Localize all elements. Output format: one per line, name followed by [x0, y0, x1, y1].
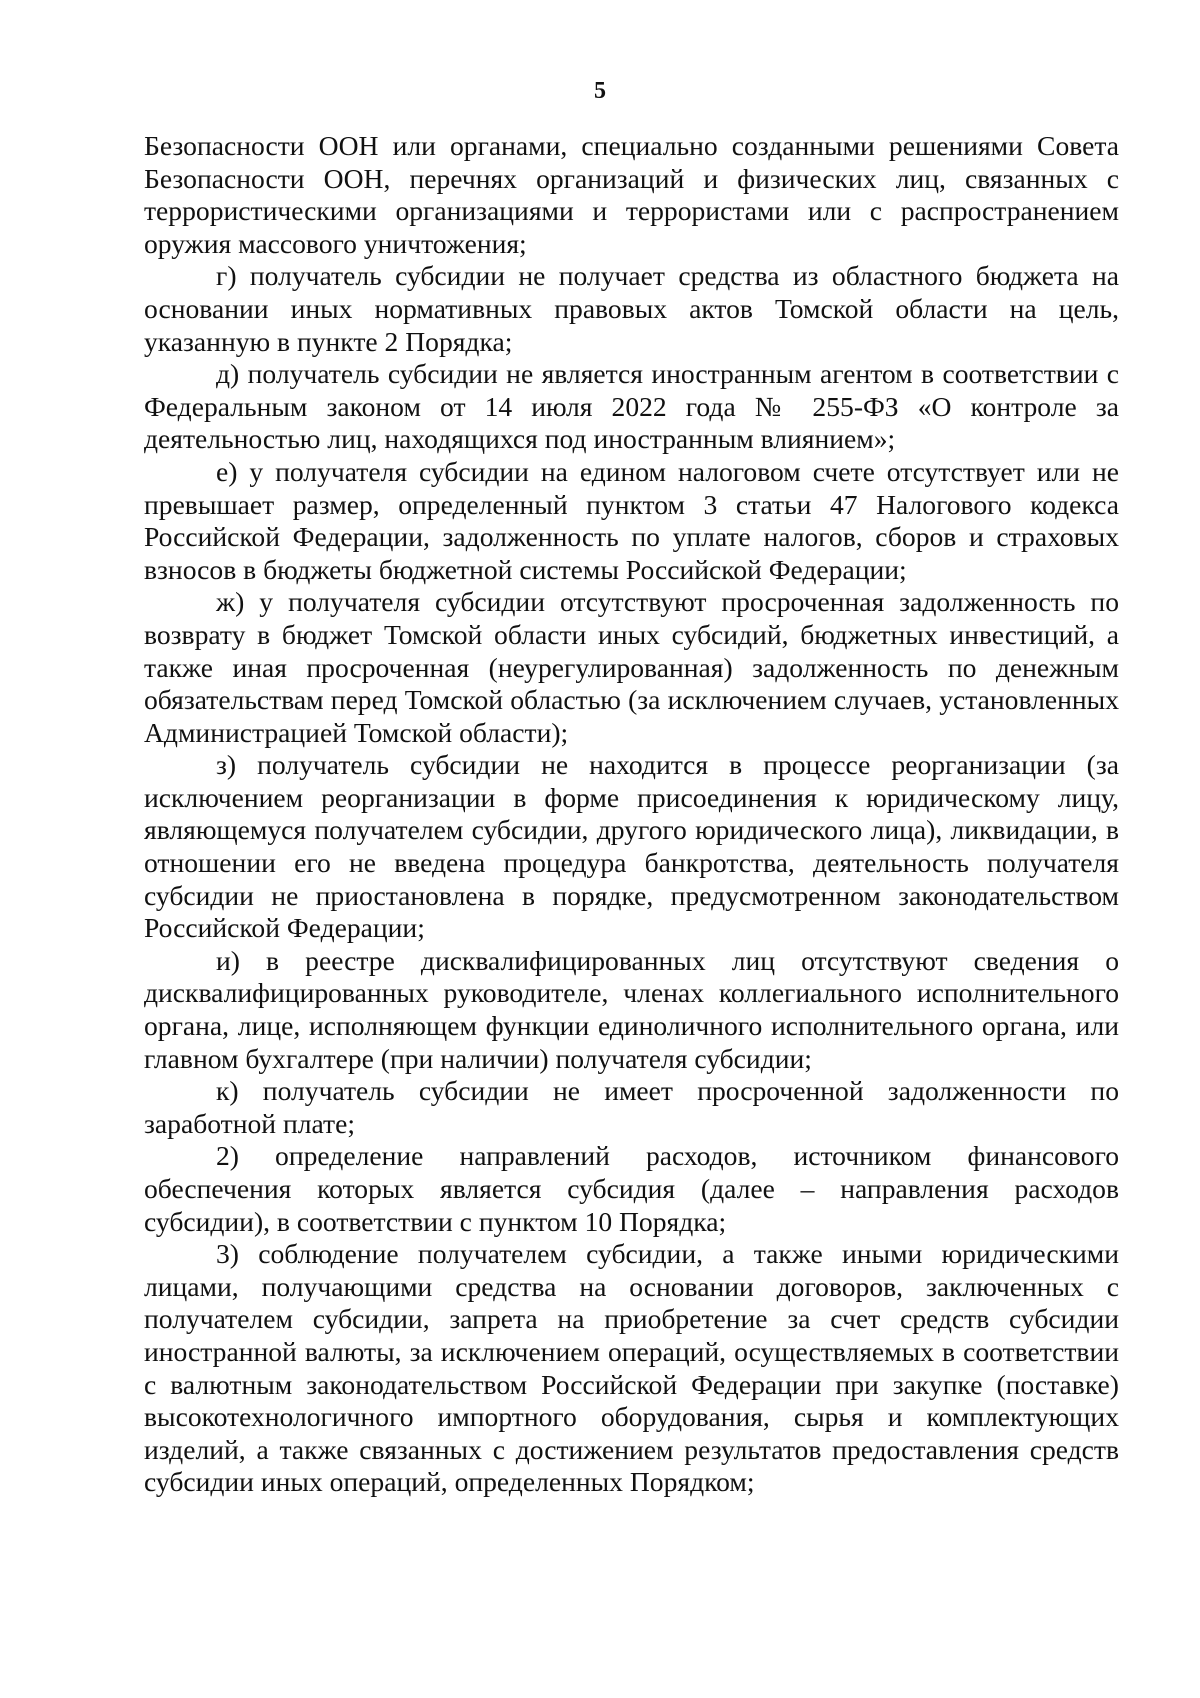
document-body [144, 130, 1119, 1499]
paragraph-item-d: д) получатель субсидии не является иностранным агентом в соответствии с Федеральным законом от 14 июля 2022 года № 255-ФЗ «О контроле за деятельностью лиц, находящихся под иностранным влиянием»; [144, 358, 1119, 455]
paragraph-item-e: е) у получателя субсидии на едином налоговом счете отсутствует или не превышает размер, определенный пунктом 3 статьи 47 Налогового кодекса Российской Федерации, задолженность по уплате налогов, сборов и страховых взносов в бюджеты бюджетной системы Российской Федерации; [144, 455, 1119, 585]
paragraph-continuation: Безопасности ООН или органами, специально созданными решениями Совета Безопасности ООН, перечнях организаций и физических лиц, связанных с террористическими организациями и террористами или с распространением оружия массового уничтожения; [144, 130, 1119, 259]
paragraph-item-zh: ж) у получателя субсидии отсутствуют просроченная задолженность по возврату в бюджет Томской области иных субсидий, бюджетных инвестиций, а также иная просроченная (неурегулированная) задолженность по денежным обязательствам перед Томской областью (за исключением случаев, установленных Администрацией Томской области); [144, 586, 1119, 748]
paragraph-point-3: 3) соблюдение получателем субсидии, а также иными юридическими лицами, получающими средства на основании договоров, заключенных с получателем субсидии, запрета на приобретение за счет средств субсидии иностранной валюты, за исключением операций, осуществляемых в соответствии с валютным законодательством Российской Федерации при закупке (поставке) высокотехнологичного импортного оборудования, сырья и комплектующих изделий, а также связанных с достижением результатов предоставления средств субсидии иных операций, определенных Порядком; [144, 1238, 1119, 1498]
paragraph-item-g: г) получатель субсидии не получает средства из областного бюджета на основании иных нормативных правовых актов Томской области на цель, указанную в пункте 2 Порядка; [144, 260, 1119, 357]
paragraph-item-z: з) получатель субсидии не находится в процессе реорганизации (за исключением реорганизации в форме присоединения к юридическому лицу, являющемуся получателем субсидии, другого юридического лица), ликвидации, в отношении его не введена процедура банкротства, деятельность получателя субсидии не приостановлена в порядке, предусмотренном законодательством Российской Федерации; [144, 749, 1119, 944]
paragraph-item-k: к) получатель субсидии не имеет просроченной задолженности по заработной плате; [144, 1075, 1119, 1139]
paragraph-point-2: 2) определение направлений расходов, источником финансового обеспечения которых является субсидия (далее – направления расходов субсидии), в соответствии с пунктом 10 Порядка; [144, 1140, 1119, 1237]
paragraph-item-i: и) в реестре дисквалифицированных лиц отсутствуют сведения о дисквалифицированных руководителе, членах коллегиального исполнительного органа, лице, исполняющем функции единоличного исполнительного органа, или главном бухгалтере (при наличии) получателя субсидии; [144, 944, 1119, 1074]
page-number: 5 [594, 78, 606, 104]
